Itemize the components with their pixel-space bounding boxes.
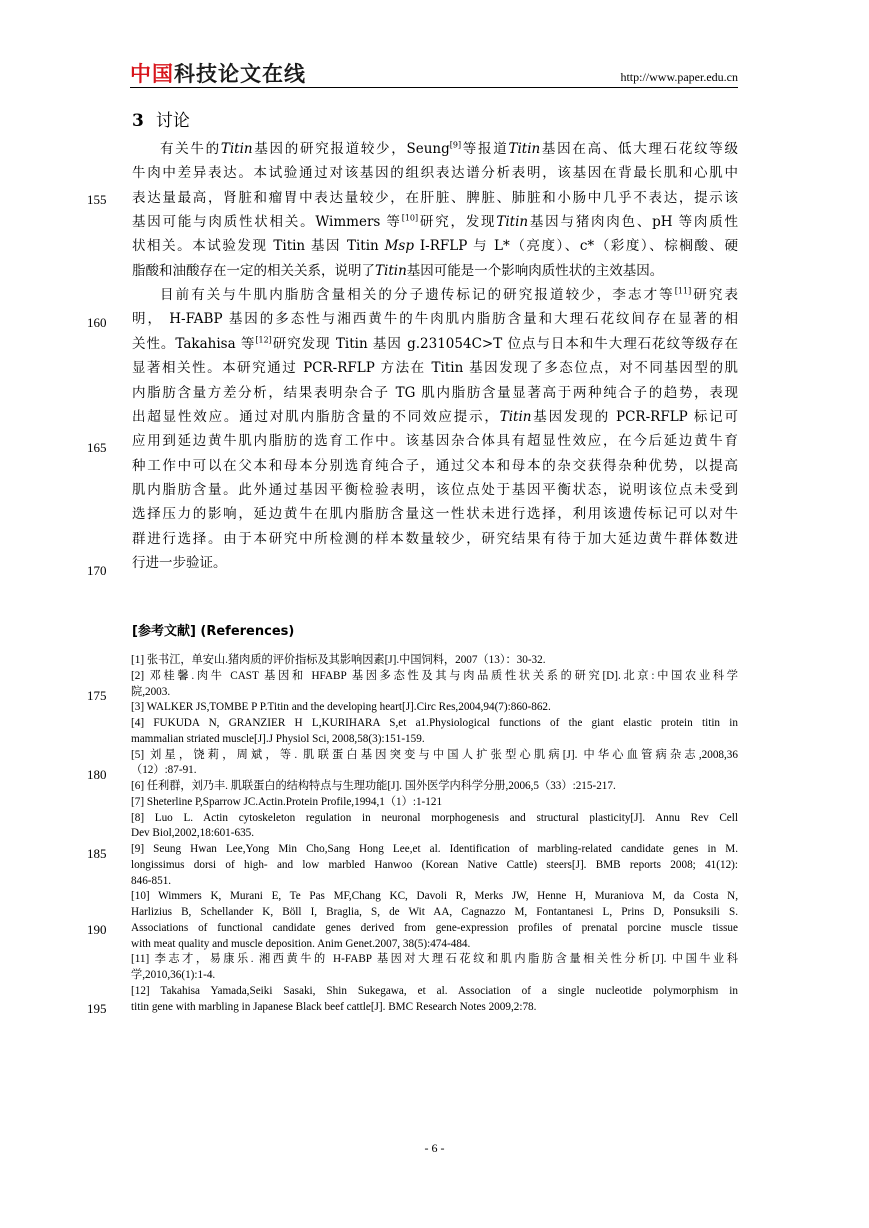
text-run: 基因与猪肉肉色、pH 等肉质性 [528, 214, 738, 231]
reference-line: [3] WALKER JS,TOMBE P P.Titin and the developing heart[J].Circ Res,2004,94(7):860-862. [131, 701, 551, 714]
reference-line: [7] Sheterline P,Sparrow JC.Actin.Protein Profile,1994,1（1）:1-121 [131, 795, 443, 808]
reference-line: [9] Seung Hwan Lee,Yong Min Cho,Sang Hong Lee,et al. Identification of marbling-related candidate genes in M. [131, 843, 738, 855]
text-run: 研究发现 Titin 基因 g.231054C>T 位点与日本和牛大理石花纹等级存在 [271, 335, 738, 352]
text-run: 基因可能是一个影响肉质性状的主效基因。 [406, 262, 664, 279]
line-number: 155 [87, 192, 107, 207]
reference-line: [10] Wimmers K, Murani E, Te Pas MF,Chang KC, Davoli R, Merks JW, Henne H, Muraniova M, da Costa N, [131, 890, 738, 903]
header-divider [130, 87, 738, 88]
body-line: 牛肉中差异表达。本试验通过对该基因的组织表达谱分析表明，该基因在背最长肌和心肌中 [132, 165, 738, 182]
page-header [130, 62, 738, 88]
reference-line: Dev Biol,2002,18:601-635. [131, 827, 255, 840]
reference-line: [1] 张书江，单安山.猪肉质的评价指标及其影响因素[J].中国饲料，2007（13）：30-32. [131, 654, 546, 666]
reference-line: Associations of functional candidate genes derived from gene-expression profiles of prenatal porcine muscle tissue [131, 921, 738, 934]
italic-term: Msp [384, 238, 414, 255]
text-run: 关性。Takahisa 等 [132, 335, 256, 352]
body-line: 选择压力的影响，延边黄牛在肌内脂肪含量这一性状未进行选择，利用该遗传标记可以对牛 [132, 506, 738, 523]
citation-superscript: [9] [449, 140, 462, 150]
body-line [132, 332, 738, 356]
page-number: - 6 - [424, 1141, 445, 1155]
text-run: 研究，发现 [418, 214, 497, 231]
line-number: 165 [87, 440, 107, 455]
line-number: 175 [87, 688, 107, 703]
body-line: 应用到延边黄牛肌内脂肪的选育工作中。该基因杂合体具有超显性效应，在今后延边黄牛育 [132, 433, 738, 450]
section-number: 3 [132, 111, 144, 131]
header-url[interactable]: http://www.paper.edu.cn [620, 70, 738, 84]
text-run: 有关牛的 [160, 141, 221, 157]
text-run: 脂酸和油酸存在一定的相关关系，说明了 [132, 262, 375, 279]
references-heading: [参考文献] (References) [132, 624, 295, 639]
line-number: 170 [87, 563, 107, 578]
logo-part-dark: 科技论文在线 [174, 62, 306, 86]
body-line [160, 283, 738, 307]
text-run: 基因在高、低大理石花纹等级 [540, 141, 738, 157]
text-run: 研究表 [691, 287, 739, 304]
body-line: 肌内脂肪含量。此外通过基因平衡检验表明，该位点处于基因平衡状态，说明该位点未受到 [132, 481, 738, 498]
reference-line: Harlizius B, Schellander K, Böll I, Braglia, S, de Wit AA, Cagnazzo M, Fontantanesi L, Prins D, Ponsuksili S. [131, 906, 738, 918]
line-number: 190 [87, 922, 107, 937]
line-number: 195 [87, 1001, 107, 1016]
body-line [132, 259, 738, 283]
text-run: 状相关。本试验发现 Titin 基因 Titin [132, 238, 385, 255]
body-line: 显著相关性。本研究通过 PCR-RFLP 方法在 Titin 基因发现了多态位点，对不同基因型的肌 [132, 360, 738, 377]
citation-superscript: [11] [674, 286, 692, 296]
section-heading [132, 106, 190, 131]
reference-line: [2] 邓桂馨.肉牛 CAST 基因和 HFABP 基因多态性及其与肉品质性状关系的研究[D].北京:中国农业科学 [131, 669, 738, 682]
logo-part-red: 中国 [130, 62, 174, 86]
line-number: 185 [87, 846, 107, 861]
journal-logo [130, 62, 306, 86]
body-line [132, 405, 738, 429]
reference-line: 846-851. [131, 874, 172, 887]
body-line [132, 234, 738, 258]
reference-line: mammalian striated muscle[J].J Physiol Sci, 2008,58(3):151-159. [131, 732, 425, 745]
reference-line: with meat quality and muscle deposition. Anim Genet.2007, 38(5):474-484. [131, 937, 471, 950]
body-line: 内脂肪含量方差分析，结果表明杂合子 TG 肌内脂肪含量显著高于两种纯合子的趋势，表现 [132, 384, 738, 401]
italic-term: Titin [499, 408, 532, 425]
body-line [132, 210, 738, 234]
reference-line: 学,2010,36(1):1-4. [131, 969, 216, 981]
reference-line: longissimus dorsi of high- and low marbled Hanwoo (Korean Native Cattle) steers[J]. BMB reports 2008; 41(12): [131, 858, 738, 871]
italic-term: Titin [375, 262, 407, 279]
body-line: 表达量最高，肾脏和瘤胃中表达量较少，在肝脏、脾脏、肺脏和小肠中几乎不表达，提示该 [132, 189, 738, 206]
body-line: 明， H-FABP 基因的多态性与湘西黄牛的牛肉肌内脂肪含量和大理石花纹间存在显著的相 [132, 311, 738, 328]
body-line: 行进一步验证。 [132, 554, 227, 571]
reference-line: titin gene with marbling in Japanese Black beef cattle[J]. BMC Research Notes 2009,2:78. [131, 1000, 537, 1013]
body-line [160, 137, 738, 161]
reference-line: [4] FUKUDA N, GRANZIER H L,KURIHARA S,et a1.Physiological functions of the giant elastic protein titin in [131, 717, 738, 729]
text-run: I-RFLP 与 L*（亮度）、c*（彩度）、棕榈酸、硬 [413, 238, 739, 255]
section-title: 讨论 [155, 111, 190, 131]
italic-term: Titin [496, 214, 529, 231]
reference-line: （12）:87-91. [131, 764, 197, 777]
text-run: 出超显性效应。通过对肌内脂肪含量的不同效应提示， [132, 408, 500, 425]
italic-term: Titin [508, 141, 541, 157]
body-line: 群进行选择。由于本研究中所检测的样本数量较少，研究结果有待于加大延边黄牛群体数进 [132, 530, 738, 547]
reference-line: [8] Luo L. Actin cytoskeleton regulation in neuronal morphogenesis and structural plasticity[J]. Annu Rev Cell [131, 811, 738, 824]
body-line: 种工作中可以在父本和母本分别选育纯合子，通过父本和母本的杂交获得杂种优势，以提高 [132, 457, 738, 474]
line-number: 160 [87, 315, 107, 330]
text-run: 目前有关与牛肌内脂肪含量相关的分子遗传标记的研究报道较少，李志才等 [160, 287, 675, 304]
text-run: 等报道 [461, 141, 509, 157]
reference-line: 院,2003. [131, 685, 171, 698]
reference-line: [5] 刘星，饶莉，周斌，等. 肌联蛋白基因突变与中国人扩张型心肌病[J]. 中华心血管病杂志,2008,36 [131, 748, 738, 761]
citation-superscript: [10] [401, 213, 419, 223]
text-run: 基因发现的 PCR-RFLP 标记可 [531, 408, 738, 425]
line-number: 180 [87, 767, 107, 782]
reference-line: [11] 李志才，易康乐. 湘西黄牛的 H-FABP 基因对大理石花纹和肌内脂肪含量相关性分析[J]. 中国牛业科 [131, 953, 738, 966]
text-run: 基因可能与肉质性状相关。Wimmers 等 [132, 214, 402, 231]
italic-term: Titin [220, 141, 253, 157]
citation-superscript: [12] [255, 335, 272, 345]
text-run: 基因的研究报道较少，Seung [252, 141, 450, 157]
reference-line: [6] 任利群，刘乃丰. 肌联蛋白的结构特点与生理功能[J]. 国外医学内科学分册,2006,5（33）:215-217. [131, 780, 616, 792]
reference-line: [12] Takahisa Yamada,Seiki Sasaki, Shin Sukegawa, et al. Association of a single nucleotide polymorphism in [131, 984, 738, 997]
